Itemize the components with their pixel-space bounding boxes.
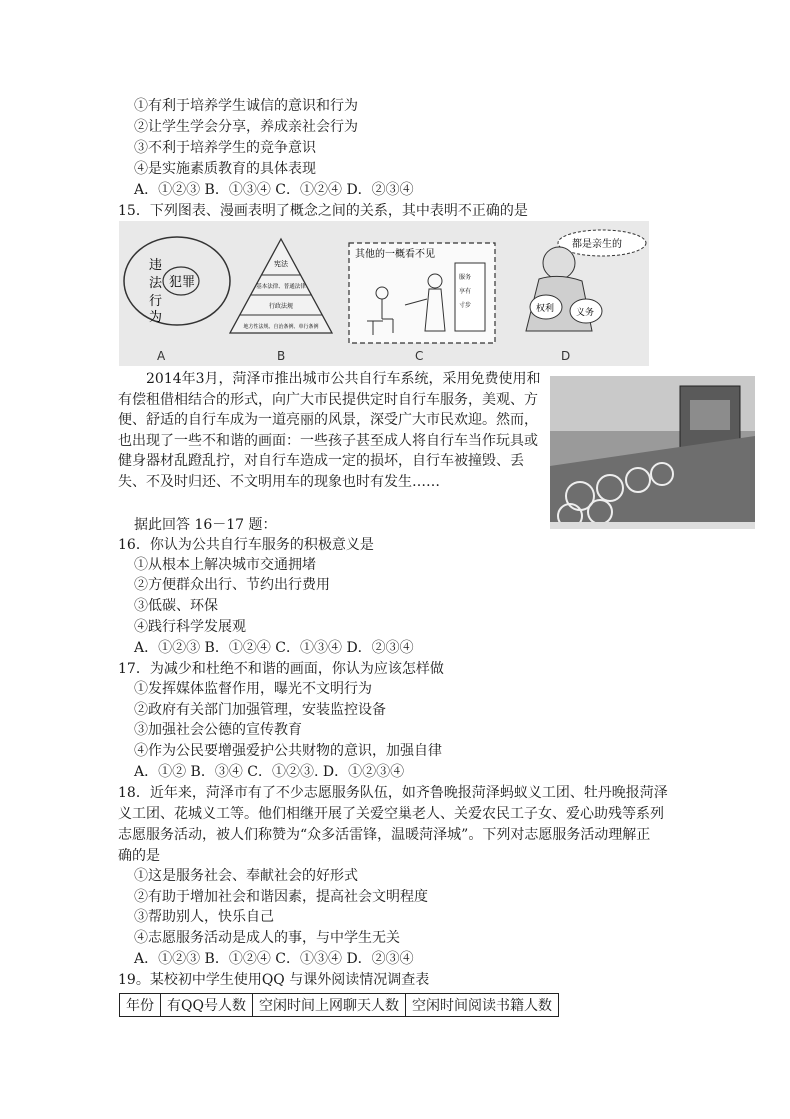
svg-text:行: 行 (149, 294, 163, 309)
table-header-qq: 有QQ号人数 (161, 994, 253, 1017)
q16-answer-choices: A．①②③ B．①②④ C．①③④ D．②③④ (134, 640, 414, 656)
q14-option-3: ③不利于培养学生的竞争意识 (134, 140, 316, 156)
q17-option-2: ②政府有关部门加强管理，安装监控设备 (134, 702, 386, 718)
q17-option-1: ①发挥媒体监督作用，曝光不文明行为 (134, 681, 372, 697)
table-header-year: 年份 (120, 994, 161, 1017)
q18-stem-line-4: 确的是 (118, 848, 160, 864)
figure-d-bubble: 都是亲生的 (572, 239, 622, 250)
q14-answer-choices: A．①②③ B．①③④ C．①②④ D．②③④ (134, 182, 414, 198)
svg-text:服务: 服务 (459, 274, 472, 281)
q18-option-3: ③帮助别人，快乐自己 (134, 909, 274, 925)
q16-option-3: ③低碳、环保 (134, 598, 218, 614)
bicycle-rack-photo (550, 376, 755, 529)
q17-answer-choices: A．①② B．③④ C．①②③. D．①②③④ (134, 764, 405, 780)
figure-d-right: 义务 (576, 308, 595, 318)
bicycle-passage: 2014年3月，菏泽市推出城市公共自行车系统，采用免费使用和有偿租借相结合的形式，向广大市民提供定时自行车服务，美观、方便、舒适的自行车成为一道亮丽的风景，深受广大市民欢迎。然而，也出现了一些不和谐的画面：一些孩子甚至成人将自行车当作玩具或健身器材乱蹬乱拧，对自行车造成一定的损坏，自行车被撞毁、丢失、不及时归还、不文明用车的现象也时有发生…… (118, 371, 541, 490)
q16-option-2: ②方便群众出行、节约出行费用 (134, 577, 330, 593)
figure-a-inner-label: 犯罪 (169, 275, 196, 290)
pyramid-level-1: 宪法 (274, 260, 288, 268)
table-header-chat: 空闲时间上网聊天人数 (252, 994, 405, 1017)
svg-text:法: 法 (149, 276, 163, 291)
q18-option-2: ②有助于增加社会和谐因素，提高社会文明程度 (134, 889, 428, 905)
figure-d-cartoon (504, 221, 649, 366)
figure-a-venn (119, 221, 239, 366)
q18-stem-line-1: 18．近年来，菏泽市有了不少志愿服务队伍，如齐鲁晚报菏泽蚂蚁义工团、牡丹晚报菏泽 (118, 785, 668, 801)
q16-option-1: ①从根本上解决城市交通拥堵 (134, 557, 316, 573)
q18-option-4: ④志愿服务活动是成人的事，与中学生无关 (134, 930, 400, 946)
figure-c-cartoon (347, 221, 497, 366)
svg-text:寸步: 寸步 (459, 302, 472, 309)
figure-c-label: C (415, 349, 424, 363)
pyramid-level-2: 基本法律、普通法律 (256, 284, 306, 290)
q17-stem: 17．为减少和杜绝不和谐的画面，你认为应该怎样做 (118, 661, 444, 677)
q15-figure-strip (119, 221, 649, 366)
q18-answer-choices: A．①②③ B．①②④ C．①③④ D．②③④ (134, 951, 414, 967)
q18-stem-line-3: 志愿服务活动，被人们称赞为“众多活雷锋，温暖菏泽城”。下列对志愿服务活动理解正 (118, 827, 651, 843)
q18-option-1: ①这是服务社会、奉献社会的好形式 (134, 868, 358, 884)
q16-stem: 16．你认为公共自行车服务的积极意义是 (118, 537, 374, 553)
q18-stem-line-2: 义工团、花城义工等。他们相继开展了关爱空巢老人、关爱农民工子女、爱心助残等系列 (118, 806, 664, 822)
figure-a-label: A (157, 349, 166, 363)
q19-stem: 19。某校初中学生使用QQ 与课外阅读情况调查表 (118, 972, 430, 988)
pyramid-level-4: 地方性法规、自治条例、单行条例 (243, 324, 319, 330)
q17-option-4: ④作为公民要增强爱护公共财物的意识，加强自律 (134, 743, 442, 759)
figure-d-left: 权利 (536, 304, 555, 314)
figure-b-pyramid (224, 221, 339, 366)
pyramid-level-3: 行政法规 (268, 303, 294, 310)
figure-c-bubble: 其他的一概看不见 (355, 249, 435, 260)
svg-text:为: 为 (149, 310, 163, 325)
q14-option-2: ②让学生学会分享，养成亲社会行为 (134, 119, 358, 135)
table-row (120, 994, 559, 1017)
q15-stem: 15．下列图表、漫画表明了概念之间的关系，其中表明不正确的是 (118, 203, 528, 219)
q14-option-4: ④是实施素质教育的具体表现 (134, 161, 316, 177)
svg-text:享有: 享有 (459, 288, 472, 295)
q14-option-1: ①有利于培养学生诚信的意识和行为 (134, 98, 358, 114)
figure-b-label: B (277, 349, 286, 363)
q17-option-3: ③加强社会公德的宣传教育 (134, 722, 302, 738)
figure-d-label: D (561, 349, 571, 363)
survey-table (119, 993, 559, 1017)
answer-prompt: 据此回答 16－17 题： (134, 517, 277, 533)
figure-a-outer-label: 违 (149, 258, 163, 273)
table-header-reading: 空闲时间阅读书籍人数 (405, 994, 558, 1017)
q16-option-4: ④践行科学发展观 (134, 619, 246, 635)
